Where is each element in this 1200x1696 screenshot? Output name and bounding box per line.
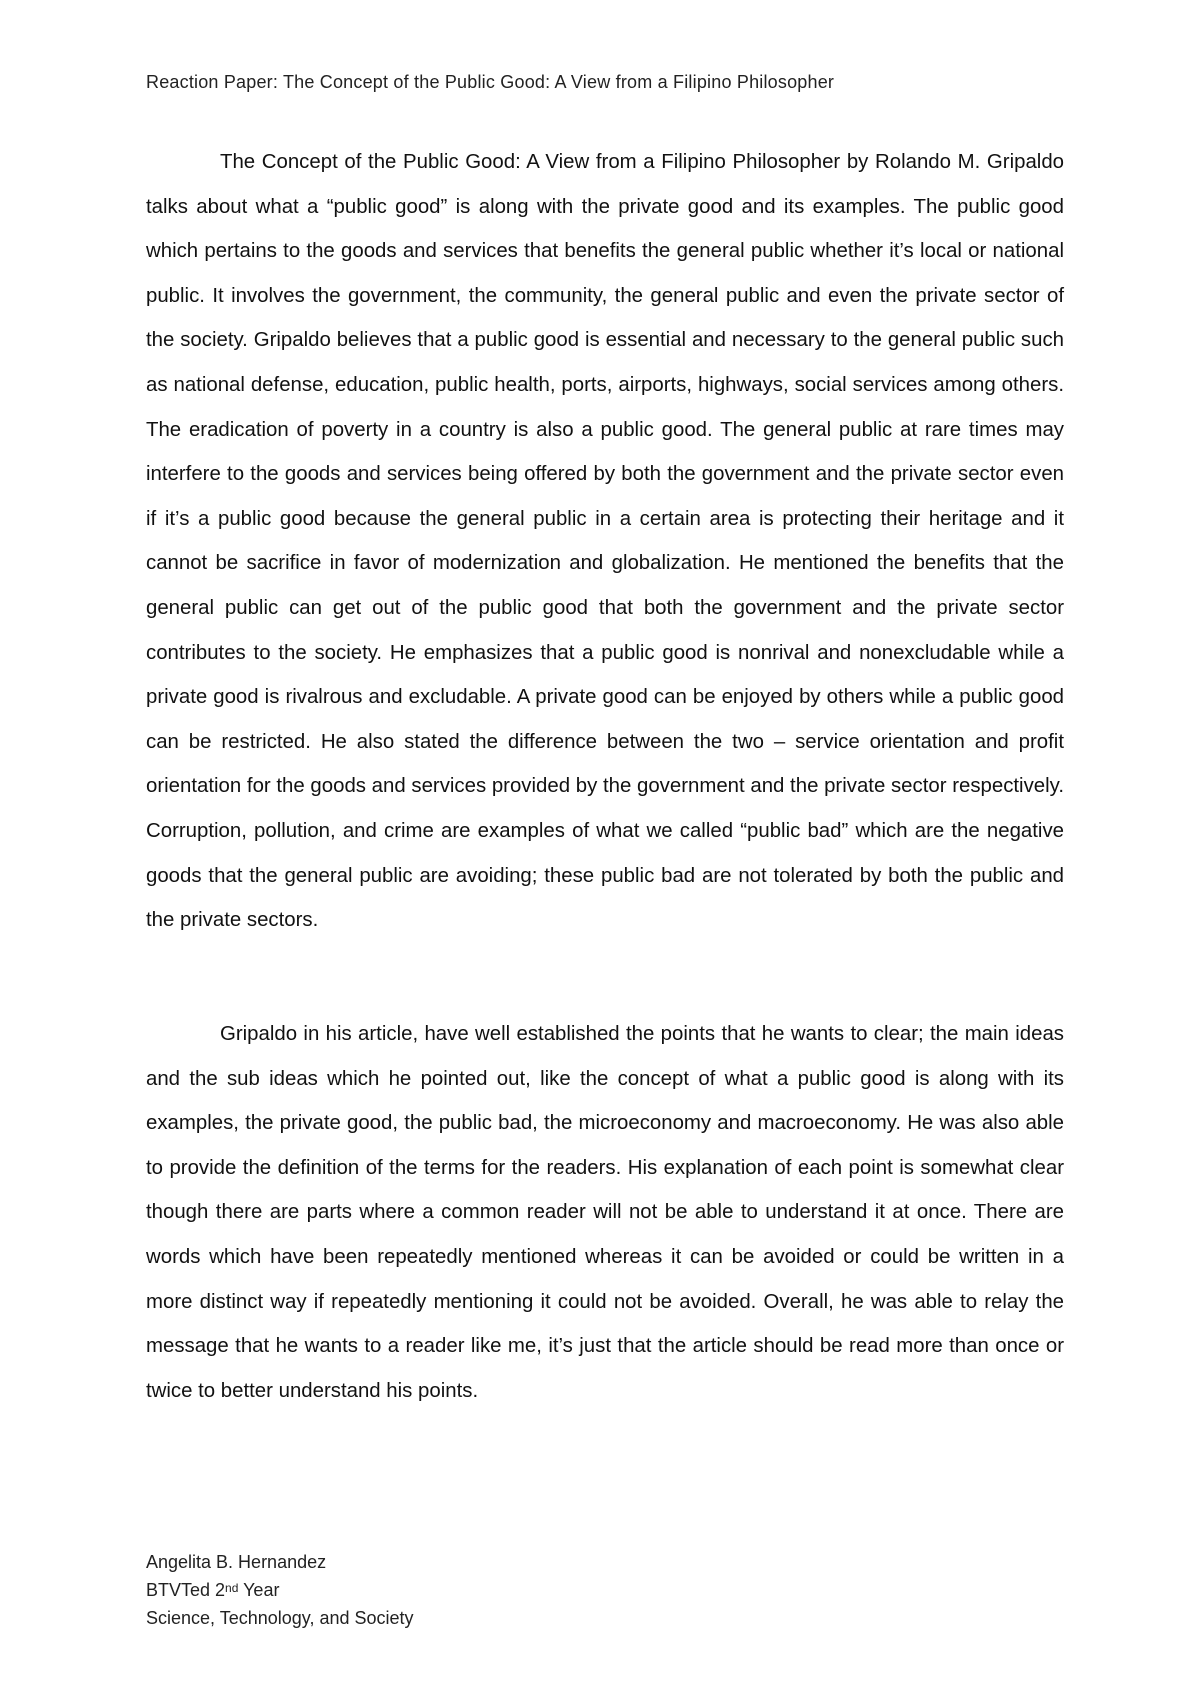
course-name: Science, Technology, and Society — [146, 1608, 414, 1628]
author-footer — [146, 1548, 414, 1632]
body-paragraph-1: The Concept of the Public Good: A View from a Filipino Philosopher by Rolando M. Gripaldo talks about what a “public good” is along with the private good and its examples. The public good which pertains to the goods and services that benefits the general public whether it’s local or national public. It involves the government, the community, the general public and even the private sector of the society. Gripaldo believes that a public good is essential and necessary to the general public such as national defense, education, public health, ports, airports, highways, social services among others. The eradication of poverty in a country is also a public good. The general public at rare times may interfere to the goods and services being offered by both the government and the private sector even if it’s a public good because the general public in a certain area is protecting their heritage and it cannot be sacrifice in favor of modernization and globalization. He mentioned the benefits that the general public can get out of the public good that both the government and the private sector contributes to the society. He emphasizes that a public good is nonrival and nonexcludable while a private good is rivalrous and excludable. A private good can be enjoyed by others while a public good can be restricted. He also stated the difference between the two – service orientation and profit orientation for the goods and services provided by the government and the private sector respectively. Corruption, pollution, and crime are examples of what we called “public bad” which are the negative goods that the general public are avoiding; these public bad are not tolerated by both the public and the private sectors. — [146, 151, 1064, 932]
body-paragraph-2: Gripaldo in his article, have well established the points that he wants to clear; the main ideas and the sub ideas which he pointed out, like the concept of what a public good is along with its examples, the private good, the public bad, the microeconomy and macroeconomy. He was also able to provide the definition of the terms for the readers. His explanation of each point is somewhat clear though there are parts where a common reader will not be able to understand it at once. There are words which have been repeatedly mentioned whereas it can be avoided or could be written in a more distinct way if repeatedly mentioning it could not be avoided. Overall, he was able to relay the message that he wants to a reader like me, it’s just that the article should be read more than once or twice to better understand his points. — [146, 1023, 1064, 1402]
program-ordinal: nd — [225, 1581, 239, 1595]
program-name: BTVTed 2 — [146, 1580, 226, 1600]
author-name: Angelita B. Hernandez — [146, 1552, 327, 1572]
author-program — [146, 1576, 414, 1604]
running-header: Reaction Paper: The Concept of the Public Good: A View from a Filipino Philosopher — [146, 72, 835, 92]
program-year: Year — [238, 1580, 280, 1600]
